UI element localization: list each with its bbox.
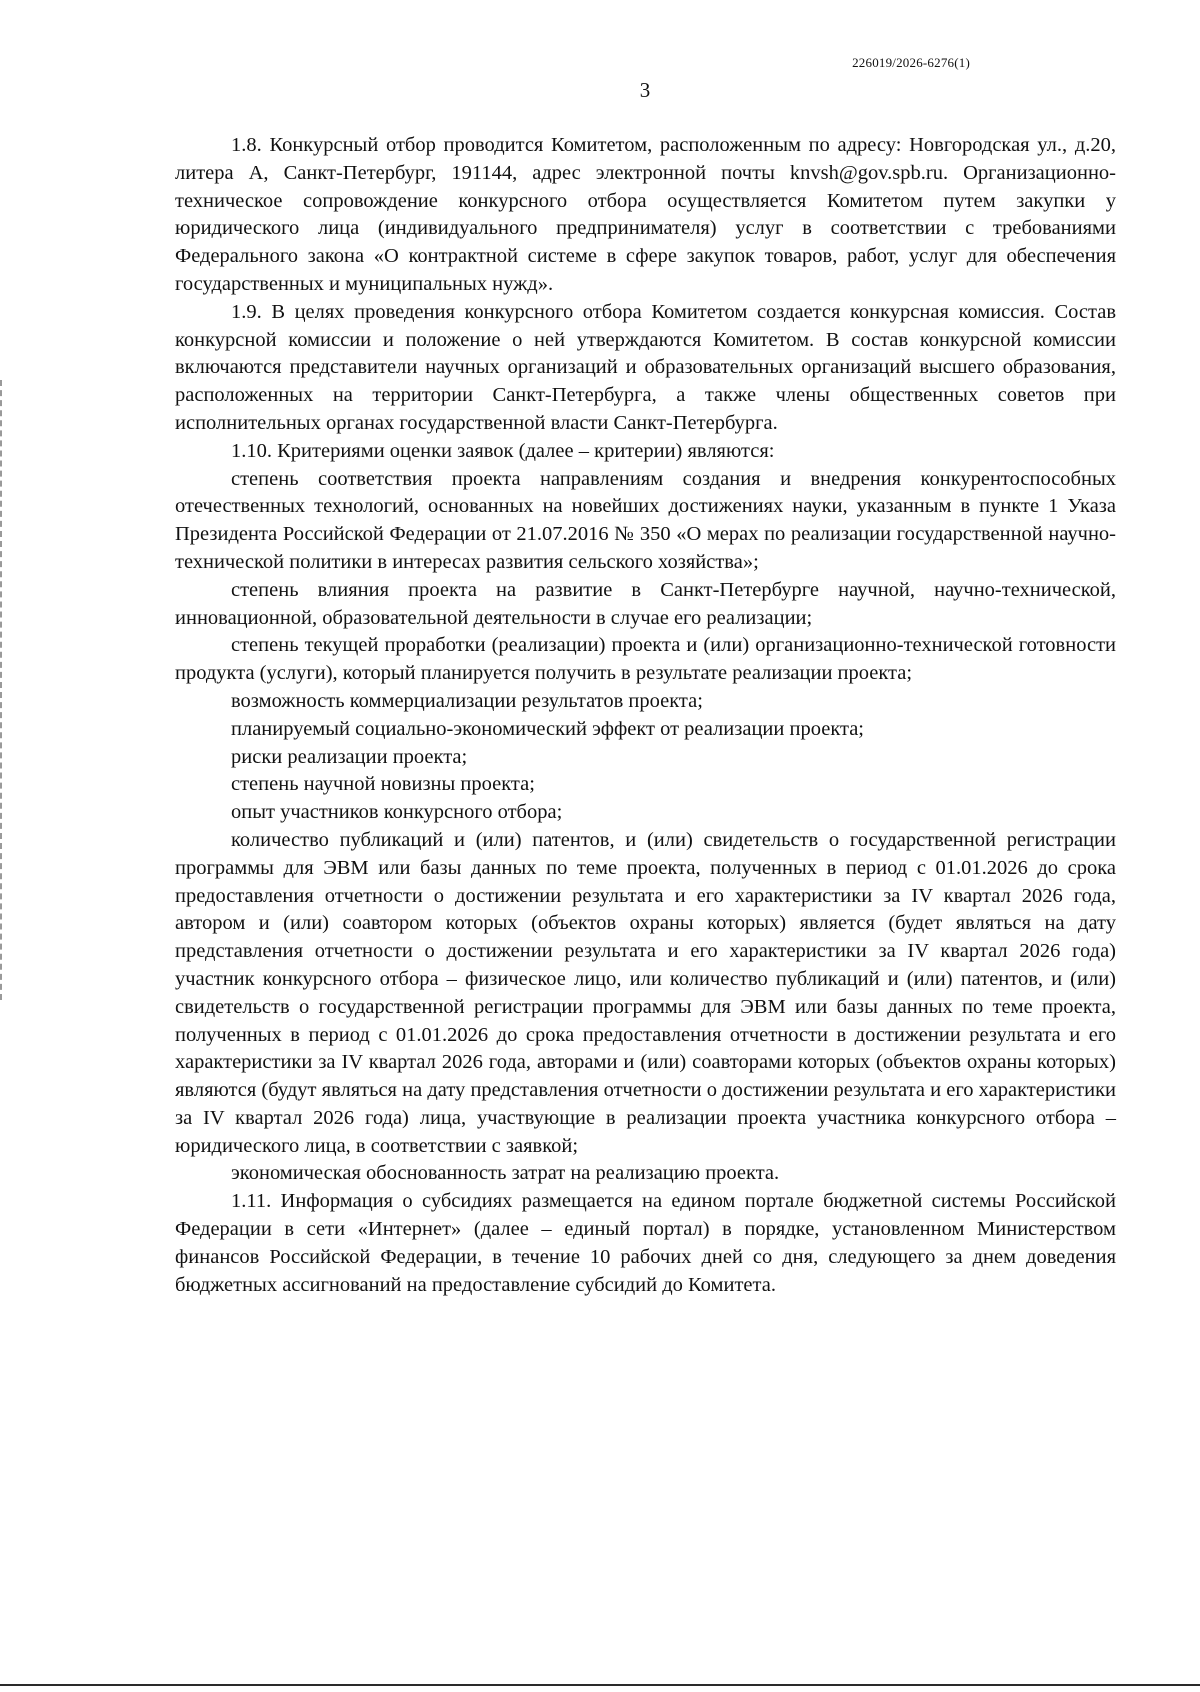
- paragraph-1-8: 1.8. Конкурсный отбор проводится Комитетом, расположенным по адресу: Новгородская ул., д.20, литера А, Санкт-Петербург, 191144, адрес электронной почты knvsh@gov.spb.ru. Организационно-техническое сопровождение конкурсного отбора осуществляется Комитетом путем закупки у юридического лица (индивидуального предпринимателя) услуг в соответствии с требованиями Федерального закона «О контрактной системе в сфере закупок товаров, работ, услуг для обеспечения государственных и муниципальных нужд».: [175, 134, 1116, 295]
- criterion-item: количество публикаций и (или) патентов, и (или) свидетельств о государственной регистрации программы для ЭВМ или базы данных по теме проекта, полученных в период с 01.01.2026 до срока предоставления отчетности о достижении результата и его характеристики за IV квартал 2026 года, автором и (или) соавтором которых (объектов охраны которых) является (будет являться на дату представления отчетности о достижении результата и его характеристики за IV квартал 2026 года) участник конкурсного отбора – физическое лицо, или количество публикаций и (или) патентов, и (или) свидетельств о государственной регистрации программы для ЭВМ или базы данных по теме проекта, полученных в период с 01.01.2026 до срока предоставления отчетности в достижении результата и его характеристики за IV квартал 2026 года, авторами и (или) соавторами которых (объектов охраны которых) являются (будут являться на дату представления отчетности о достижении результата и его характеристики за IV квартал 2026 года) лица, участвующие в реализации проекта участника конкурсного отбора – юридического лица, в соответствии с заявкой;: [175, 828, 1116, 1157]
- criterion-item: степень научной новизны проекта;: [231, 773, 535, 796]
- paragraph-1-10: 1.10. Критериями оценки заявок (далее – критерии) являются:: [231, 439, 775, 462]
- page-number: 3: [639, 78, 651, 102]
- document-body: [175, 132, 1116, 1299]
- criterion-item: опыт участников конкурсного отбора;: [231, 801, 563, 824]
- scan-bottom-edge: [0, 1684, 1200, 1686]
- criterion-item: возможность коммерциализации результатов проекта;: [231, 689, 703, 712]
- document-number: 226019/2026-6276(1): [852, 55, 970, 70]
- scan-left-edge: [0, 380, 4, 1000]
- criterion-item: степень текущей проработки (реализации) проекта и (или) организационно-технической готовности продукта (услуги), который планируется получить в результате реализации проекта;: [175, 634, 1116, 685]
- criterion-item: степень соответствия проекта направлениям создания и внедрения конкурентоспособных отечественных технологий, основанных на новейших достижениях науки, указанным в пункте 1 Указа Президента Российской Федерации от 21.07.2016 № 350 «О мерах по реализации государственной научно-технической политики в интересах развития сельского хозяйства»;: [175, 467, 1116, 573]
- criterion-item: планируемый социально-экономический эффект от реализации проекта;: [231, 717, 865, 740]
- criterion-item: риски реализации проекта;: [231, 745, 468, 768]
- criterion-item: степень влияния проекта на развитие в Санкт-Петербурге научной, научно-технической, инновационной, образовательной деятельности в случае его реализации;: [175, 578, 1116, 629]
- criterion-item: экономическая обоснованность затрат на реализацию проекта.: [231, 1162, 780, 1185]
- paragraph-1-11: 1.11. Информация о субсидиях размещается на едином портале бюджетной системы Российской Федерации в сети «Интернет» (далее – единый портал) в порядке, установленном Министерством финансов Российской Федерации, в течение 10 рабочих дней со дня, следующего за днем доведения бюджетных ассигнований на предоставление субсидий до Комитета.: [175, 1190, 1116, 1296]
- paragraph-1-9: 1.9. В целях проведения конкурсного отбора Комитетом создается конкурсная комиссия. Состав конкурсной комиссии и положение о ней утверждаются Комитетом. В состав конкурсной комиссии включаются представители научных организаций и образовательных организаций высшего образования, расположенных на территории Санкт-Петербурга, а также члены общественных советов при исполнительных органах государственной власти Санкт-Петербурга.: [175, 300, 1116, 434]
